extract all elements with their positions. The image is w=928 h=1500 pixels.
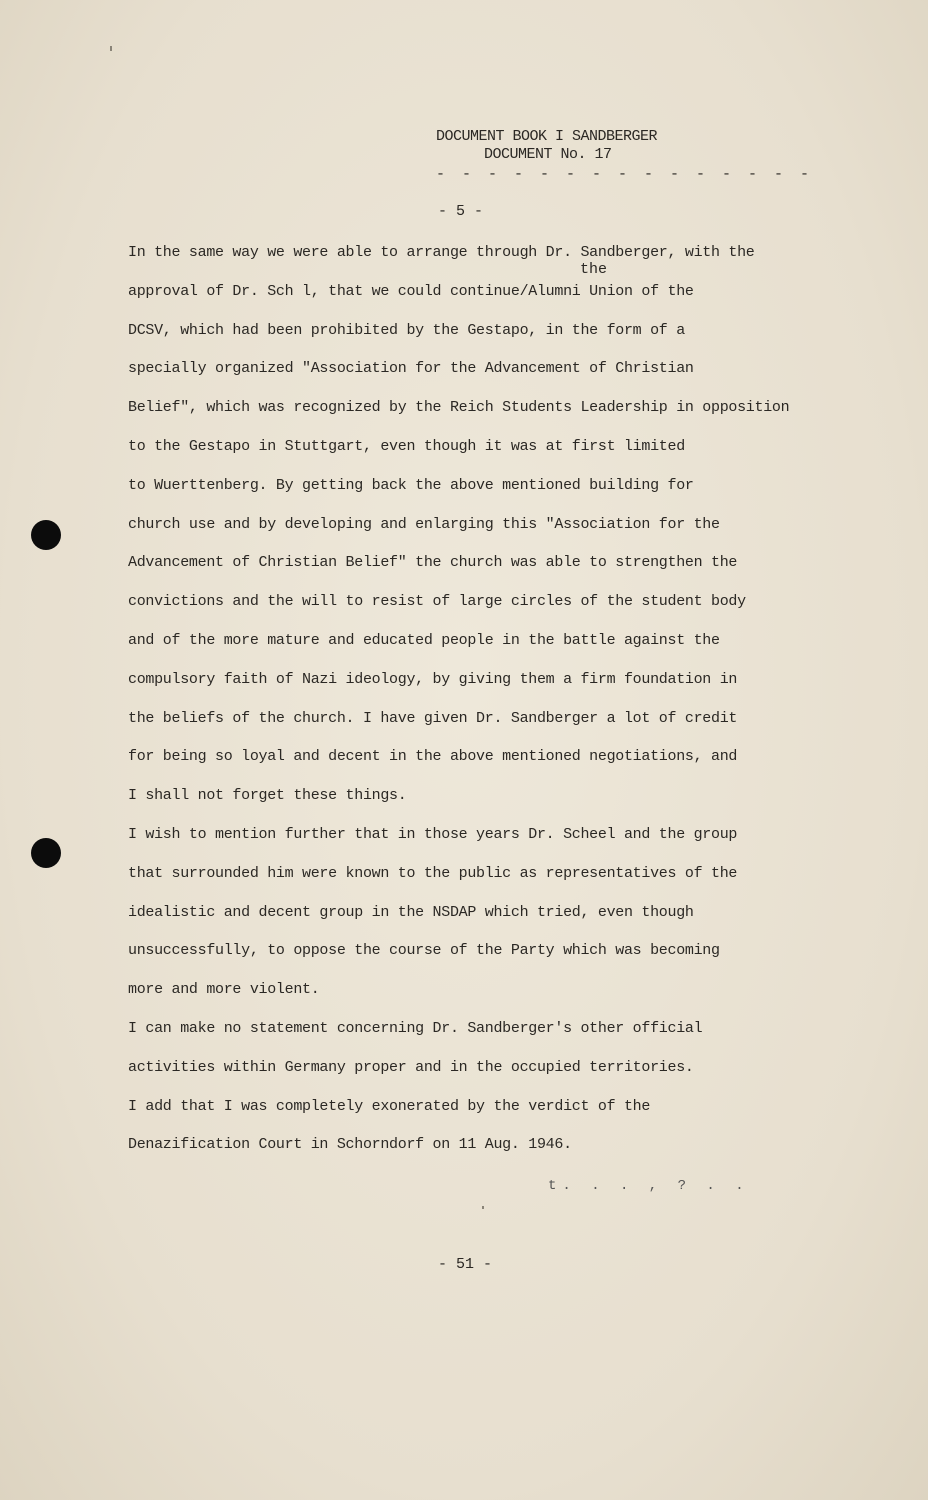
body-line: more and more violent.: [128, 981, 320, 999]
punch-hole: [31, 838, 61, 868]
page-number-top: - 5 -: [438, 203, 484, 220]
paper-speck: [110, 46, 112, 51]
body-line: to Wuerttenberg. By getting back the above mentioned building for: [128, 476, 694, 494]
body-line: the beliefs of the church. I have given Dr. Sandberger a lot of credit: [128, 709, 738, 727]
body-line: and of the more mature and educated people in the battle against the: [128, 631, 720, 649]
body-line: activities within Germany proper and in the occupied territories.: [128, 1058, 694, 1076]
body-line: to the Gestapo in Stuttgart, even though it was at first limited: [128, 437, 685, 455]
body-line: Advancement of Christian Belief" the church was able to strengthen the: [128, 554, 738, 572]
body-line: idealistic and decent group in the NSDAP which tried, even though: [128, 903, 694, 921]
body-line: approval of Dr. Sch l, that we could continue/Alumni Union of the: [128, 282, 694, 300]
body-line: In the same way we were able to arrange through Dr. Sandberger, with the: [128, 244, 755, 261]
body-line: I shall not forget these things.: [128, 787, 407, 805]
body-line: specially organized "Association for the Advancement of Christian: [128, 360, 694, 378]
body-line: church use and by developing and enlarging this "Association for the: [128, 515, 720, 533]
body-line: Denazification Court in Schorndorf on 11 Aug. 1946.: [128, 1136, 572, 1154]
body-text: [128, 242, 888, 1173]
body-line: I can make no statement concerning Dr. Sandberger's other official: [128, 1019, 703, 1037]
body-line: I add that I was completely exonerated by the verdict of the: [128, 1097, 651, 1115]
page-number-bottom: - 51 -: [438, 1256, 493, 1273]
header-line-2: DOCUMENT No. 17: [484, 146, 612, 163]
body-line: for being so loyal and decent in the above mentioned negotiations, and: [128, 748, 738, 766]
header-line-1: DOCUMENT BOOK I SANDBERGER: [436, 128, 658, 145]
signature-marks: t. . . , ? . .: [548, 1178, 750, 1194]
body-line: I wish to mention further that in those years Dr. Scheel and the group: [128, 825, 738, 843]
header-dashes: - - - - - - - - - - - - - - -: [436, 166, 814, 183]
body-line: DCSV, which had been prohibited by the Gestapo, in the form of a: [128, 321, 685, 339]
punch-hole: [31, 520, 61, 550]
body-line: Belief", which was recognized by the Reich Students Leadership in opposition: [128, 399, 790, 417]
document-header: [436, 128, 813, 184]
body-line: unsuccessfully, to oppose the course of the Party which was becoming: [128, 942, 720, 960]
body-line: that surrounded him were known to the public as representatives of the: [128, 864, 738, 882]
body-line: convictions and the will to resist of large circles of the student body: [128, 593, 746, 611]
body-line: compulsory faith of Nazi ideology, by giving them a firm foundation in: [128, 670, 738, 688]
paper-speck: [482, 1206, 484, 1209]
handwritten-insertion: the: [580, 261, 608, 278]
